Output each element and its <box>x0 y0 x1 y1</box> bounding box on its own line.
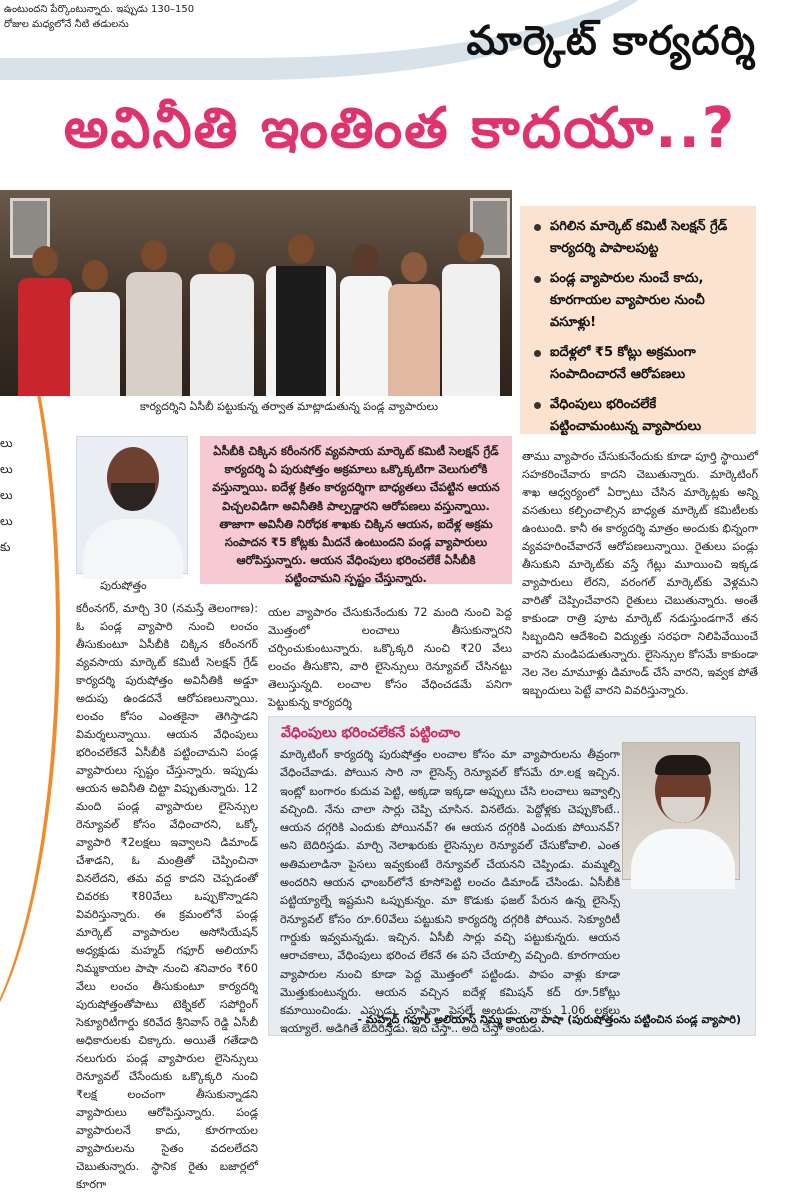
highlight-item: పగిలిన మార్కెట్ కమిటీ సెలక్షన్ గ్రేడ్ కార్యదర్శి పాపాలపుట్ట <box>534 216 744 260</box>
quote-title: వేధింపులు భరించలేకనే పట్టించాం <box>281 725 461 741</box>
column-2 <box>268 604 512 709</box>
quote-signature: - మహ్మద్ గఫూర్ అలియాస్ నిమ్మ కాయల పాషా (పురుషోత్తంను పట్టించిన పండ్ల వ్యాపారి) <box>357 1013 741 1026</box>
edge-fragment: లు <box>0 436 13 450</box>
photo-caption: కార్యదర్శిని ఏసీబీ పట్టుకున్న తర్వాత మాట్లాడుతున్న పండ్ల వ్యాపారులు <box>140 400 439 413</box>
column-3 <box>522 448 758 700</box>
portrait-caption: పురుషోత్తం <box>100 579 147 592</box>
column-1 <box>76 600 258 1191</box>
intro-box <box>200 436 512 584</box>
adjacent-article-fragment <box>0 430 36 570</box>
column-3-text: తాము వ్యాపారం చేసుకునేందుకు కూడా పూర్తి స్థాయిలో సహకరించేవారు కాదని చెబుతున్నారు. మార్కెటింగ్ శాఖ ఆధ్వర్యంలో ఏర్పాటు చేసిన మార్కెట్లకు అన్ని వసతులు కల్పించాల్సిన బాధ్యత మార్కెట్ కమిటీలకు ఉంటుంది. కానీ ఈ కార్యదర్శి మాత్రం అందుకు భిన్నంగా వ్యవహరించేవారనే ఆరోపణలున్నాయి. రైతులు పండ్లు తీసుకుని మార్కెట్‌కు వస్తే గేట్లు మూయించి ఇక్కడ వ్యాపారులు లేరని, వరంగల్ మార్కెట్‌కు వెళ్లమని వారితో చెప్పించేవారని రైతులు చెబుతున్నారు. అంతే కాకుండా రాత్రి పూట మార్కెట్ నడుస్తుండగానే తన సిబ్బందిని ఆదేశించి విద్యుత్తు సరఫరా నిలిపివేయించే వారని మండిపడుతున్నారు. లైసెన్సుల కోసమే కాకుండా నెల నెల మామూళ్లు డిమాండ్ చేసే వారని, ఇవ్వక పోతే ఇబ్బందులు పెట్టే వారని వివరిస్తున్నారు. <box>522 450 758 697</box>
highlights-box <box>520 206 756 434</box>
portrait-trader-image <box>622 742 740 880</box>
headline: అవినీతి ఇంతింత కాదయా..? <box>63 96 737 161</box>
previous-line-1: ఉంటుందని పేర్కొంటున్నారు. ఇప్పుడు 130–150 <box>4 4 195 15</box>
edge-fragment: లు <box>0 462 13 476</box>
intro-text: ఏసీబీకి చిక్కిన కరీంనగర్ వ్యవసాయ మార్కెట్ కమిటీ సెలక్షన్ గ్రేడ్ కార్యదర్శి ఏ పురుషోత్తం అక్రమాలు ఒక్కొక్కటిగా వెలుగులోకి వస్తున్నాయి. ఐదేళ్ల క్రితం కార్యదర్శిగా బాధ్యతలు చేపట్టిన ఆయన విచ్చలవిడిగా అవినీతికి పాల్పడ్డారని ఆరోపణలు వస్తున్నాయి. తాజాగా అవినీతి నిరోధక శాఖకు చిక్కిన ఆయన, ఐదేళ్ల అక్రమ సంపాదన ₹5 కోట్లకు మీదనే ఉంటుందని పండ్ల వ్యాపారులు ఆరోపిస్తున్నారు. ఆయన వేధింపులు భరించలేకే ఏసీబీకి పట్టించామని స్పష్టం చేస్తున్నారు. <box>212 444 500 586</box>
portrait-trader-frame <box>622 742 740 880</box>
highlight-item: వేధింపులు భరించలేకే పట్టించామంటున్న వ్యాపారులు <box>534 394 744 438</box>
quote-body-text: మార్కెటింగ్ కార్యదర్శి పురుషోత్తం లంచాల కోసం మా వ్యాపారులను తీవ్రంగా వేధించేవాడు. పోయిన సారి నా లైసెన్స్ రెన్యూవల్ కోసమే రూ.లక్ష ఇచ్చిన. ఇంట్లో బంగారం కుదువ పెట్టి, అక్కడా ఇక్కడా అప్పులు చేసి లంచాలు ఇవ్వాల్సి వచ్చింది. నేను చాలా సార్లు చెప్పి చూసిన. వినలేదు. పెద్దోళ్లకు చెప్పుకొంటే.. ఆయన దగ్గరికి ఎందుకు పోయినవ్? ఈ ఆయన దగ్గరికి ఎందుకు పోయినవ్? అని బెదిరిస్తడు. మార్చి నెలాఖరుకు లైసెన్సుల రెన్యూవల్ చేసుకోవాలి. ఎంత అతిమలాడినా పైసలు ఇవ్వకుంటే రెన్యూవల్ చేయనని చెప్పిండు. మమ్మల్ని అందరిని ఆయన ఛాంబర్‌లోనే కూసోపెట్టి లంచం డిమాండ్ చేసిండు. ఏసీబీకి పట్టియ్యాల్నే ఇష్టమని ఒప్పుకున్నం. మా కొడుకు ఫజల్ పేరున ఉన్న లైసెన్స్ రెన్యూవల్ కోసం రూ.60వేలు పట్టుకుని కార్యదర్శి దగ్గరికి పోయిన. సెక్యూరిటీ గార్డుకు ఇవ్వమన్నడు. ఇచ్చిన. ఏసీబీ సార్లు వచ్చి పట్టుకున్నరు. ఆయన ఆరాచకాలు, వేధింపులు భరించ లేకనే ఈ పని చేయాల్సి వచ్చింది. కూరగాయల వ్యాపారుల నుంచి కూడా పెద్ద మొత్తంలో పట్టిండు. పాపం వాళ్లు కూడా మొత్తుకుంటున్నరు. ఆయన వచ్చిన ఐదేళ్ల కమిషన్ కద్ రూ.5కోట్లు కమాయించిండు. ఎప్పుడు చూసినా పైసలే అంటడు. నాకు 1.06 లక్షలు ఇయ్యాలే. అడిగితే బెదిరిస్తడు. ఇది చేస్తా.. అది చేస్తా అంటడు. <box>280 748 620 1036</box>
group-photo <box>0 190 512 396</box>
portrait-purushottam <box>76 436 188 574</box>
highlight-item: పండ్ల వ్యాపారుల నుంచే కాదు, కూరగాయల వ్యాపారుల నుంచీ వసూళ్లు! <box>534 268 744 334</box>
highlight-item: ఐదేళ్లలో ₹5 కోట్లు అక్రమంగా సంపాదించారనే ఆరోపణలు <box>534 342 744 386</box>
kicker-title: మార్కెట్ కార్యదర్శి <box>466 18 756 64</box>
edge-fragment: కు <box>0 540 11 554</box>
previous-article-fragment <box>4 2 304 32</box>
column-1-text: కరీంనగర్, మార్చి 30 (నమస్తే తెలంగాణ): ఓ పండ్ల వ్యాపారి నుంచి లంచం తీసుకుంటూ ఏసీబీకి చిక్కిన కరీంనగర్ వ్యవసాయ మార్కెట్ కమిటీ సెలక్షన్ గ్రేడ్ కార్యదర్శి పురుషోత్తం అవినీతికి అడ్డూ అదుపు ఉండదనే ఆరోపణలున్నాయి. లంచం కోసం ఎంతకైనా తెగిస్తాడని విమర్శలున్నాయి. ఆయన వేధింపులు భరించలేకనే ఏసీబీకి పట్టించామని పండ్ల వ్యాపారులు స్పష్టం చేస్తున్నారు. ఇప్పుడు ఆయన అవినీతి చిట్టా విప్పుతున్నారు. 12 మంది పండ్ల వ్యాపారుల లైసెన్సుల రెన్యూవల్ కోసం వేధించారని, ఒక్కో వ్యాపారి ₹2లక్షలు ఇవ్వాలని డిమాండ్ చేశాడని, ఓ మంత్రితో చెప్పించినా వినలేదని, తమ వద్ద కాదని చెప్పడంతో చివరకు ₹80వేలు ఒప్పుకొన్నాడని వివరిస్తున్నారు. ఈ క్రమంలోనే పండ్ల మార్కెట్ వ్యాపారుల అసోసియేషన్ అధ్యక్షుడు మహ్మద్ గఫూర్ అలియాస్ నిమ్మకాయల పాషా నుంచి శనివారం ₹60 వేలు లంచం తీసుకుంటూ కార్యదర్శి పురుషోత్తంతోపాటు టెక్నికల్ సపోర్టింగ్ సెక్యూరిటీగార్డు కరివేద శ్రీనివాస్ రెడ్డి ఏసీబీ అధికారులకు చిక్కారు. అయితే గతేడాది నలుగురు పండ్ల వ్యాపారుల లైసెన్సులు రెన్యూవల్ చేసేందుకు ఒక్కొక్కరి నుంచి ₹లక్ష లంచంగా తీసుకున్నాడని వ్యాపారులు ఆరోపిస్తున్నారు. పండ్ల వ్యాపారులనే కాదు, కూరగాయల వ్యాపారులను సైతం వదలలేదని చెబుతున్నారు. స్థానిక రైతు బజార్లలో కూరగా <box>76 602 258 1191</box>
edge-fragment: లు <box>0 488 13 502</box>
previous-line-2: రోజుల మధ్యలోనే నీటి తడులను <box>4 19 129 30</box>
edge-fragment: లు <box>0 514 13 528</box>
column-2-text: యల వ్యాపారం చేసుకునేందుకు 72 మంది నుంచి పెద్ద మొత్తంలో లంచాలు తీసుకున్నారని చర్చించుకుంటున్నారు. ఒక్కొక్కరి నుంచి ₹20 వేలు లంచం తీసుకొని, వారి లైసెన్సులు రెన్యూవల్ చేసినట్టు తెలుస్తున్నది. లంచాల కోసం వేధించడమే పనిగా పెట్టుకున్న కార్యదర్శి <box>268 606 512 709</box>
